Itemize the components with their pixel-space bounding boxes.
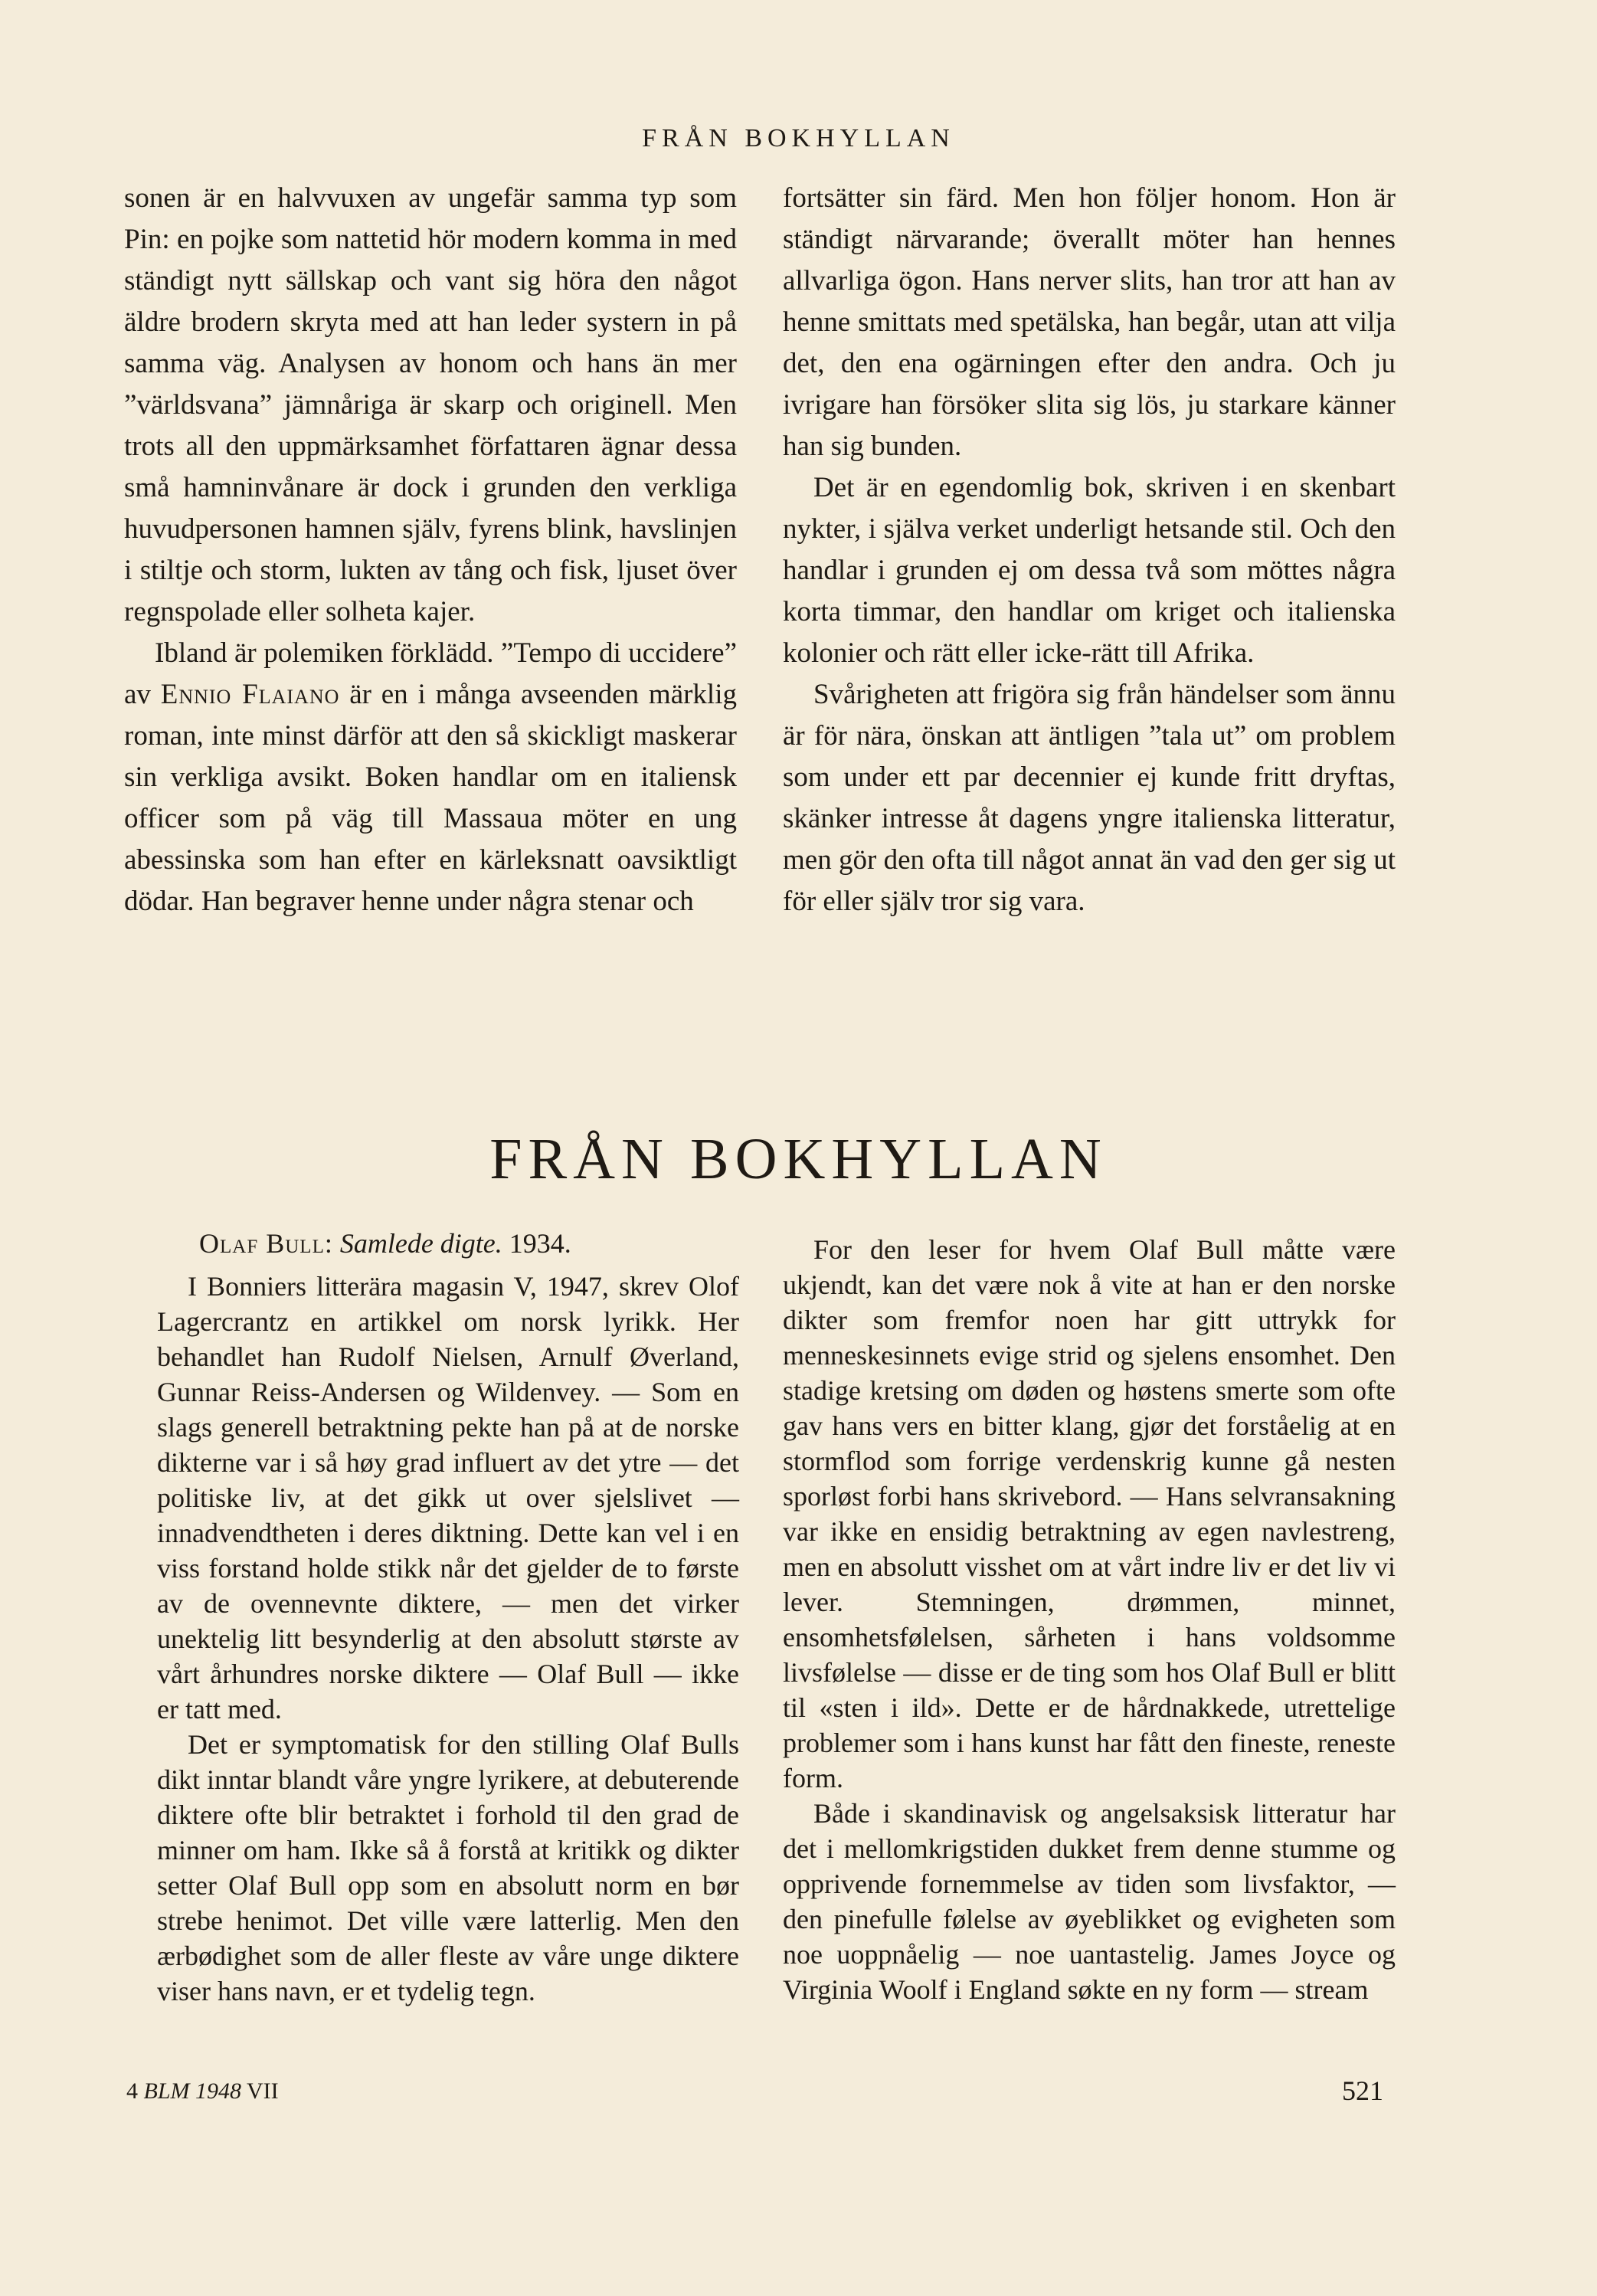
book-author: Olaf Bull:: [199, 1228, 333, 1259]
paragraph: Både i skandinavisk og angelsaksisk litteratur har det i mellomkrigstiden dukket frem denne stumme og opprivende fornemmelse av tiden som livsfaktor, — den pinefulle følelse av øyeblikket og evigheten som noe uoppnåelig — noe uantastelig. James Joyce og Virginia Woolf i England søkte en ny form — stream: [783, 1798, 1396, 2005]
paragraph-flaiano: [124, 633, 737, 922]
paragraph: sonen är en halvvuxen av ungefär samma typ som Pin: en pojke som nattetid hör modern komma in med ständigt nytt sällskap och vant sig höra den något äldre brodern skryta med att han leder systern in på samma väg. Analysen av honom och hans än mer ”världsvana” jämnåriga är skarp och originell. Men trots all den uppmärksamhet författaren ägnar dessa små hamninvånare är dock i grunden den verkliga huvudpersonen hamnen själv, fyrens blink, havslinjen i stiltje och storm, lukten av tång och fisk, ljuset över regnspolade eller solheta kajer.: [124, 182, 737, 627]
book-year: 1934.: [509, 1228, 571, 1259]
bottom-left-column: [157, 1226, 739, 2009]
paragraph: Det er symptomatisk for den stilling Olaf Bulls dikt inntar blandt våre yngre lyrikere, at debuterende diktere ofte blir betraktet i forhold til den grad de minner om ham. Ikke så å forstå at kritikk og dikter setter Olaf Bull opp som en absolutt norm en bør strebe henimot. Det ville være latterlig. Men den ærbødighet som de aller fleste av våre unge diktere viser hans navn, er et tydelig tegn.: [157, 1729, 739, 2006]
paragraph: Svårigheten att frigöra sig från händelser som ännu är för nära, önskan att äntligen ”tala ut” om problem som under ett par decennier ej kunde fritt dryftas, skänker intresse åt dagens yngre italienska litteratur, men gör den ofta till något annat än vad den ger sig ut för eller själv tror sig vara.: [783, 679, 1396, 917]
top-left-column: [124, 178, 737, 922]
footer-volume: VII: [246, 2078, 279, 2104]
paragraph: I Bonniers litterära magasin V, 1947, skrev Olof Lagercrantz en artikkel om norsk lyrikk. Her behandlet han Rudolf Nielsen, Arnulf Øverland, Gunnar Reiss-Andersen og Wildenvey. — Som en slags generell betraktning pekte han på at de norske dikterne var i så høy grad influert av det ytre — det politiske liv, at det gikk ut over sjelslivet — innadvendtheten i deres diktning. Dette kan vel i en viss forstand holde stikk når det gjelder de to første av de ovennevnte diktere, — men det virker unektelig litt besynderlig at den absolutt største av vårt århundres norske diktere — Olaf Bull — ikke er tatt med.: [157, 1271, 739, 1724]
paragraph-text: Ibland är polemiken förklädd. ”Tempo di uccidere” av: [124, 637, 737, 710]
top-right-column: [783, 178, 1396, 922]
book-title: Samlede digte.: [339, 1228, 502, 1259]
section-title: FRÅN BOKHYLLAN: [489, 1127, 1108, 1191]
author-name: Ennio Flaiano: [160, 679, 340, 710]
footer-issue-number: 4: [126, 2078, 138, 2104]
paragraph: Det är en egendomlig bok, skriven i en skenbart nykter, i själva verket underligt hetsande stil. Och den handlar i grunden ej om dessa två som möttes några korta timmar, den handlar om kriget och italienska kolonier och rätt eller icke-rätt till Afrika.: [783, 472, 1396, 669]
footer-journal: BLM 1948: [143, 2078, 241, 2104]
bottom-right-column: [783, 1232, 1396, 2007]
paragraph: For den leser for hvem Olaf Bull måtte være ukjendt, kan det være nok å vite at han er den norske dikter som fremfor noen har gitt uttrykk for menneskesinnets evige strid og sjelens ensomhet. Den stadige kretsing om døden og høstens smerte som ofte gav hans vers en bitter klang, gjør det forståelig at en stormflod som forrige verdenskrig kunne gå nesten sporløst forbi hans skrivebord. — Hans selvransakning var ikke en ensidig betraktning av egen navlestreng, men en absolutt visshet om at vårt indre liv er det liv vi lever. Stemningen, drømmen, minnet, ensomhetsfølelsen, sårheten i hans voldsomme livsfølelse — disse er de ting som hos Olaf Bull er blitt til «sten i ild». Dette er de hårdnakkede, utrettelige problemer som i hans kunst har fått den fineste, reneste form.: [783, 1234, 1396, 1793]
footer-issue: [126, 2078, 279, 2104]
paragraph-text: är en i många avseenden märklig roman, inte minst därför att den så skickligt maskerar sin verkliga avsikt. Boken handlar om en italiensk officer som på väg till Massaua möter en ung abessinska som han efter en kärleksnatt oavsiktligt dödar. Han begraver henne under några stenar och: [124, 679, 737, 917]
paragraph: fortsätter sin färd. Men hon följer honom. Hon är ständigt närvarande; överallt möter han hennes allvarliga ögon. Hans nerver slits, han tror att han av henne smittats med spetälska, han begår, utan att vilja det, den ena ogärningen efter den andra. Och ju ivrigare han försöker slita sig lös, ju starkare känner han sig bunden.: [783, 182, 1396, 462]
running-head: FRÅN BOKHYLLAN: [642, 124, 955, 152]
book-reference: [157, 1226, 739, 1261]
page-number: 521: [1342, 2075, 1383, 2106]
